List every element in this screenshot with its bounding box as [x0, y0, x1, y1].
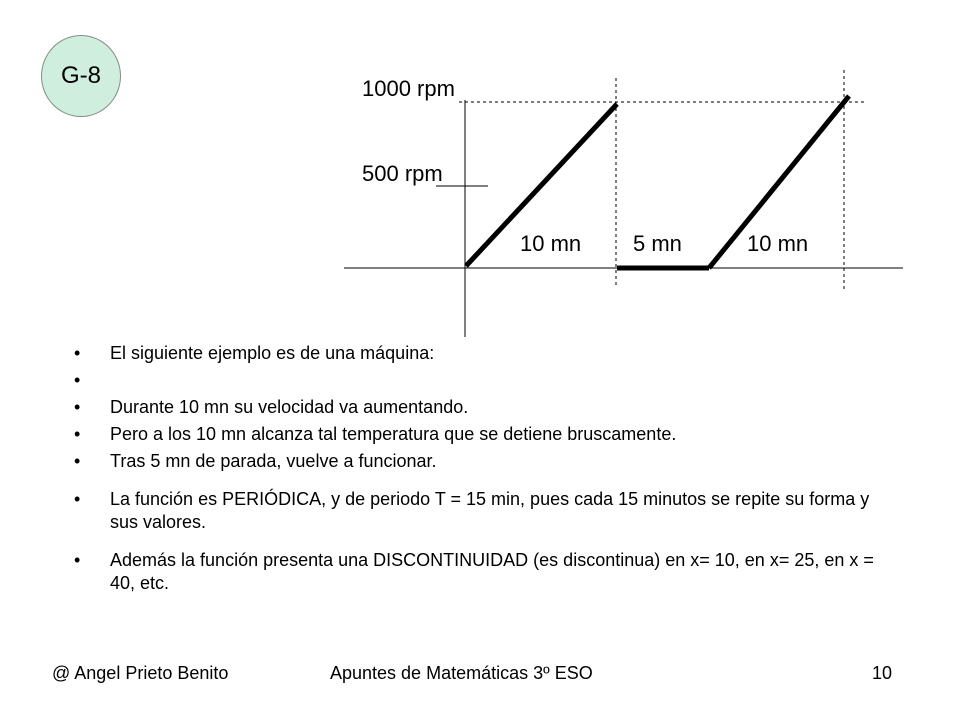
footer-page-number: 10 — [872, 663, 893, 683]
rpm-graph — [0, 0, 960, 340]
y-label-1000: 1000 rpm — [362, 76, 455, 101]
segment-label-3: 10 mn — [747, 231, 809, 256]
segment-label-1: 10 mn — [520, 231, 582, 256]
bullet-item: • Durante 10 mn su velocidad va aumentando. — [72, 396, 902, 419]
bullet-list — [72, 342, 902, 599]
bullet-item: • Además la función presenta una DISCONTINUIDAD (es discontinua) en x= 10, en x= 25, en x = 40, etc. — [72, 549, 902, 595]
badge-label: G-8 — [60, 62, 101, 89]
y-label-500: 500 rpm — [362, 161, 443, 186]
bullet-item: • Tras 5 mn de parada, vuelve a funcionar. — [72, 450, 902, 473]
bullet-item-empty — [72, 369, 902, 392]
segment-label-2: 5 mn — [633, 231, 682, 256]
footer-author: @ Angel Prieto Benito — [52, 663, 229, 683]
bullet-item: • La función es PERIÓDICA, y de periodo T = 15 min, pues cada 15 minutos se repite su forma y sus valores. — [72, 488, 902, 534]
bullet-item: • El siguiente ejemplo es de una máquina: — [72, 342, 902, 365]
footer-title: Apuntes de Matemáticas 3º ESO — [330, 663, 593, 683]
bullet-item: • Pero a los 10 mn alcanza tal temperatura que se detiene bruscamente. — [72, 423, 902, 446]
